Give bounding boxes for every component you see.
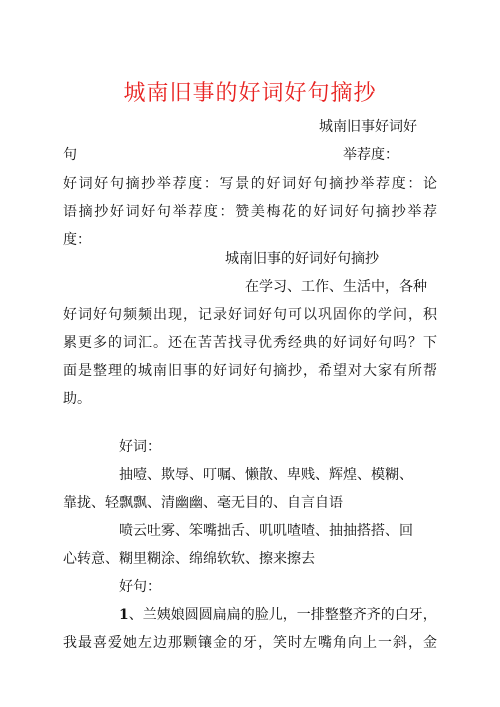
line2-left: 句 [63, 147, 77, 163]
para1-line-5: 助。 [63, 391, 91, 407]
document-title: 城南旧事的好词好句摘抄 [123, 81, 377, 106]
para1-line-4: 面是整理的城南旧事的好词好句摘抄，希望对大家有所帮 [63, 363, 437, 379]
words1-line-1: 抽噎、欺辱、叮嘱、懒散、卑贱、辉煌、模糊、 [119, 467, 413, 483]
words2-line-2: 心转意、糊里糊涂、绵绵软软、擦来擦去 [63, 551, 315, 567]
para1-line-2: 好词好句频频出现，记录好词好句可以巩固你的学问，积 [63, 307, 437, 323]
words2-line-1: 喷云吐雾、笨嘴拙舌、叽叽喳喳、抽抽搭搭、回 [119, 523, 413, 539]
para1-line-3: 累更多的词汇。还在苦苦找寻优秀经典的好词好句吗？下 [63, 335, 437, 351]
sentence1-line-2: 我最喜爱她左边那颗镶金的牙，笑时左嘴角向上一斜，金 [63, 635, 437, 651]
sentence1-text: 、兰姨娘圆圆扁扁的脸儿，一排整整齐齐的白牙， [128, 607, 437, 623]
sentence1-number: 1 [119, 607, 129, 623]
sentence1-line-1 [119, 605, 437, 625]
para1-line-1: 在学习、工作、生活中，各种 [245, 279, 427, 295]
body-line-5: 度： [63, 232, 91, 248]
haoju-label: 好句： [119, 579, 161, 595]
body-line-3: 好词好句摘抄举荐度：写景的好词好句摘抄举荐度：论 [63, 176, 437, 192]
subtitle: 城南旧事的好词好句摘抄 [225, 251, 379, 267]
body-line-4: 语摘抄好词好句举荐度：赞美梅花的好词好句摘抄举荐 [63, 204, 437, 220]
words1-line-2: 靠拢、轻飘飘、清幽幽、毫无目的、自言自语 [63, 495, 343, 511]
header-right-text: 城南旧事好词好 [319, 119, 417, 135]
haoci-label: 好词： [119, 439, 161, 455]
line2-right: 举荐度： [343, 147, 399, 163]
